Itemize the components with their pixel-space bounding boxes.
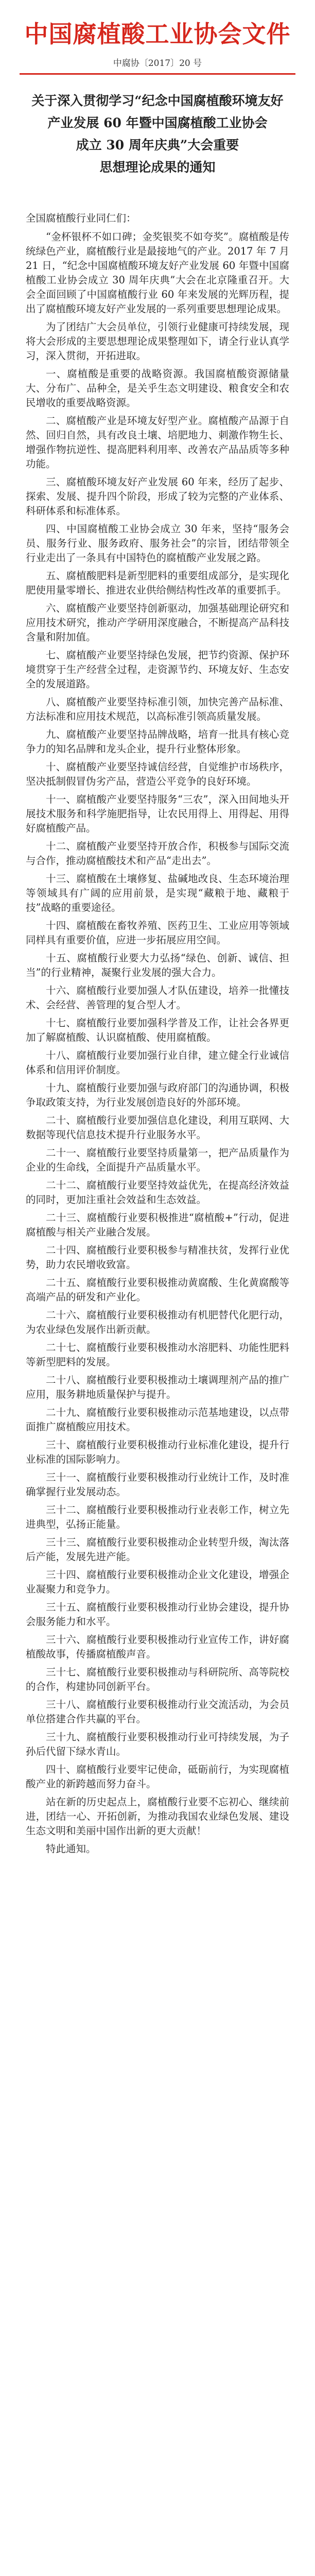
notice-body	[26, 211, 289, 1860]
body-paragraph: 二十二、腐植酸行业要坚持效益优先，在提高经济效益的同时，更加注重社会效益和生态效益。	[26, 1179, 289, 1206]
body-paragraph: 三十七、腐植酸行业要积极推动与科研院所、高等院校的合作，构建协同创新平台。	[26, 1666, 289, 1692]
body-paragraph: 十九、腐植酸行业要加强与政府部门的沟通协调，积极争取政策支持，为行业发展创造良好的外部环境。	[26, 1082, 289, 1108]
body-paragraph: 三十六、腐植酸行业要积极推动行业宣传工作，讲好腐植酸故事，传播腐植酸声音。	[26, 1634, 289, 1660]
body-paragraph: 八、腐植酸产业要坚持标准引领，加快完善产品标准、方法标准和应用技术规范，以高标准引领高质量发展。	[26, 696, 289, 722]
salutation: 全国腐植酸行业同仁们：	[26, 212, 136, 224]
body-paragraph: 站在新的历史起点上，腐植酸行业要不忘初心、继续前进，团结一心、开拓创新，为推动我国农业绿色发展、建设生态文明和美丽中国作出新的更大贡献！	[26, 1796, 289, 1837]
body-paragraph: 三十四、腐植酸行业要积极推动企业文化建设，增强企业凝聚力和竞争力。	[26, 1569, 289, 1595]
body-paragraph: 五、腐植酸肥料是新型肥料的重要组成部分，是实现化肥使用量零增长、推进农业供给侧结构性改革的重要抓手。	[26, 570, 289, 596]
body-paragraph: 四、中国腐植酸工业协会成立 30 年来，坚持“服务会员、服务行业、服务政府、服务社会”的宗旨，团结带领全行业走出了一条具有中国特色的腐植酸产业发展之路。	[26, 523, 289, 564]
body-paragraph: 十、腐植酸产业要坚持诚信经营，自觉维护市场秩序，坚决抵制假冒伪劣产品，营造公平竞争的良好环境。	[26, 761, 289, 787]
body-paragraph: 三十五、腐植酸行业要积极推动行业协会建设，提升协会服务能力和水平。	[26, 1601, 289, 1628]
body-paragraph: 七、腐植酸产业要坚持绿色发展，把节约资源、保护环境贯穿于生产经营全过程，走资源节约、环境友好、生态安全的发展道路。	[26, 649, 289, 690]
body-paragraph: 二十四、腐植酸行业要积极参与精准扶贫，发挥行业优势，助力农民增收致富。	[26, 1244, 289, 1270]
body-paragraph: 为了团结广大会员单位，引领行业健康可持续发展，现将大会形成的主要思想理论成果整理如下，请全行业认真学习，深入贯彻，开拓进取。	[26, 321, 289, 362]
body-paragraph: 九、腐植酸产业要坚持品牌战略，培育一批具有核心竞争力的知名品牌和龙头企业，提升行业整体形象。	[26, 728, 289, 755]
body-paragraph: 十一、腐植酸产业要坚持服务“三农”，深入田间地头开展技术服务和科学施肥指导，让农民用得上、用得起、用得好腐植酸产品。	[26, 793, 289, 834]
body-paragraph: 二、腐植酸产业是环境友好型产业。腐植酸产品源于自然、回归自然，具有改良土壤、培肥地力、刺激作物生长、增强作物抗逆性、提高肥料利用率、改善农产品品质等多种功能。	[26, 415, 289, 470]
notice-title-line: 成立 30 周年庆典”大会重要	[76, 138, 239, 152]
body-paragraph: 二十七、腐植酸行业要积极推动水溶肥料、功能性肥料等新型肥料的发展。	[26, 1342, 289, 1368]
org-document-title: 中国腐植酸工业协会文件	[24, 20, 291, 48]
body-paragraph: 二十八、腐植酸行业要积极推动土壤调理剂产品的推广应用，服务耕地质量保护与提升。	[26, 1374, 289, 1400]
red-divider	[20, 73, 295, 75]
body-paragraph: 四十、腐植酸行业要牢记使命，砥砺前行，为实现腐植酸产业的新跨越而努力奋斗。	[26, 1764, 289, 1790]
body-paragraph: 二十一、腐植酸行业要坚持质量第一，把产品质量作为企业的生命线，全面提升产品质量水平。	[26, 1147, 289, 1173]
body-paragraph: 十七、腐植酸行业要加强科学普及工作，让社会各界更加了解腐植酸、认识腐植酸、使用腐植酸。	[26, 1017, 289, 1043]
body-paragraph: 二十五、腐植酸行业要积极推动黄腐酸、生化黄腐酸等高端产品的研发和产业化。	[26, 1277, 289, 1303]
body-paragraph: 二十、腐植酸行业要加强信息化建设，利用互联网、大数据等现代信息技术提升行业服务水平。	[26, 1114, 289, 1141]
body-paragraph: 三、腐植酸环境友好产业发展 60 年来，经历了起步、探索、发展、提升四个阶段，形成了较为完整的产业体系、科研体系和标准体系。	[26, 476, 289, 517]
body-paragraph: 三十、腐植酸行业要积极推动行业标准化建设，提升行业标准的国际影响力。	[26, 1439, 289, 1465]
notice-title-line: 关于深入贯彻学习“纪念中国腐植酸环境友好	[31, 93, 284, 108]
body-paragraph: 十八、腐植酸行业要加强行业自律，建立健全行业诚信体系和信用评价制度。	[26, 1049, 289, 1076]
body-paragraph: 二十三、腐植酸行业要积极推进“腐植酸+”行动，促进腐植酸与相关产业融合发展。	[26, 1212, 289, 1238]
body-paragraph: 三十三、腐植酸行业要积极推动企业转型升级，淘汰落后产能，发展先进产能。	[26, 1536, 289, 1563]
body-paragraph: 十二、腐植酸产业要坚持开放合作，积极参与国际交流与合作，推动腐植酸技术和产品“走出去”。	[26, 840, 289, 867]
body-paragraph: 十五、腐植酸行业要大力弘扬“绿色、创新、诚信、担当”的行业精神，凝聚行业发展的强大合力。	[26, 952, 289, 978]
body-paragraph: 三十一、腐植酸行业要积极推动行业统计工作，及时准确掌握行业发展动态。	[26, 1471, 289, 1498]
body-paragraph: 十四、腐植酸在畜牧养殖、医药卫生、工业应用等领域同样具有重要价值，应进一步拓展应用空间。	[26, 920, 289, 946]
notice-title-line: 产业发展 60 年暨中国腐植酸工业协会	[47, 115, 268, 130]
body-paragraph: 十三、腐植酸在土壤修复、盐碱地改良、生态环境治理等领域具有广阔的应用前景，是实现“藏粮于地、藏粮于技”战略的重要途径。	[26, 873, 289, 913]
body-paragraph: “金杯银杯不如口碑；金奖银奖不如夸奖”。腐植酸是传统绿色产业，腐植酸行业是最接地气的产业。2017 年 7 月 21 日，“纪念中国腐植酸环境友好产业发展 60 年暨中国腐植酸工业协会成立 30 周年庆典”大会在北京隆重召开。大会全面回顾了中国腐植酸行业 60 年来发展的光辉历程，提出了腐植酸环境友好产业发展的一系列重要思想理论成果。	[26, 231, 289, 315]
body-paragraph: 六、腐植酸产业要坚持创新驱动，加强基础理论研究和应用技术研究，推动产学研用深度融合，不断提高产品科技含量和附加值。	[26, 602, 289, 643]
body-paragraph: 十六、腐植酸行业要加强人才队伍建设，培养一批懂技术、会经营、善管理的复合型人才。	[26, 985, 289, 1011]
notice-title	[31, 90, 284, 178]
body-paragraph: 一、腐植酸是重要的战略资源。我国腐植酸资源储量大、分布广、品种全，是关乎生态文明建设、粮食安全和农民增收的重要战略资源。	[26, 368, 289, 409]
notice-title-line: 思想理论成果的通知	[99, 160, 216, 175]
body-paragraph: 特此通知。	[46, 1843, 96, 1855]
body-paragraph: 三十二、腐植酸行业要积极推动行业表彰工作，树立先进典型，弘扬正能量。	[26, 1504, 289, 1530]
document-number: 中腐协〔2017〕20 号	[113, 58, 202, 69]
body-paragraph: 二十九、腐植酸行业要积极推动示范基地建设，以点带面推广腐植酸应用技术。	[26, 1406, 289, 1433]
body-paragraph: 二十六、腐植酸行业要积极推动有机肥替代化肥行动，为农业绿色发展作出新贡献。	[26, 1309, 289, 1335]
body-paragraph: 三十八、腐植酸行业要积极推动行业交流活动，为会员单位搭建合作共赢的平台。	[26, 1699, 289, 1725]
body-paragraph: 三十九、腐植酸行业要积极推动行业可持续发展，为子孙后代留下绿水青山。	[26, 1731, 289, 1757]
